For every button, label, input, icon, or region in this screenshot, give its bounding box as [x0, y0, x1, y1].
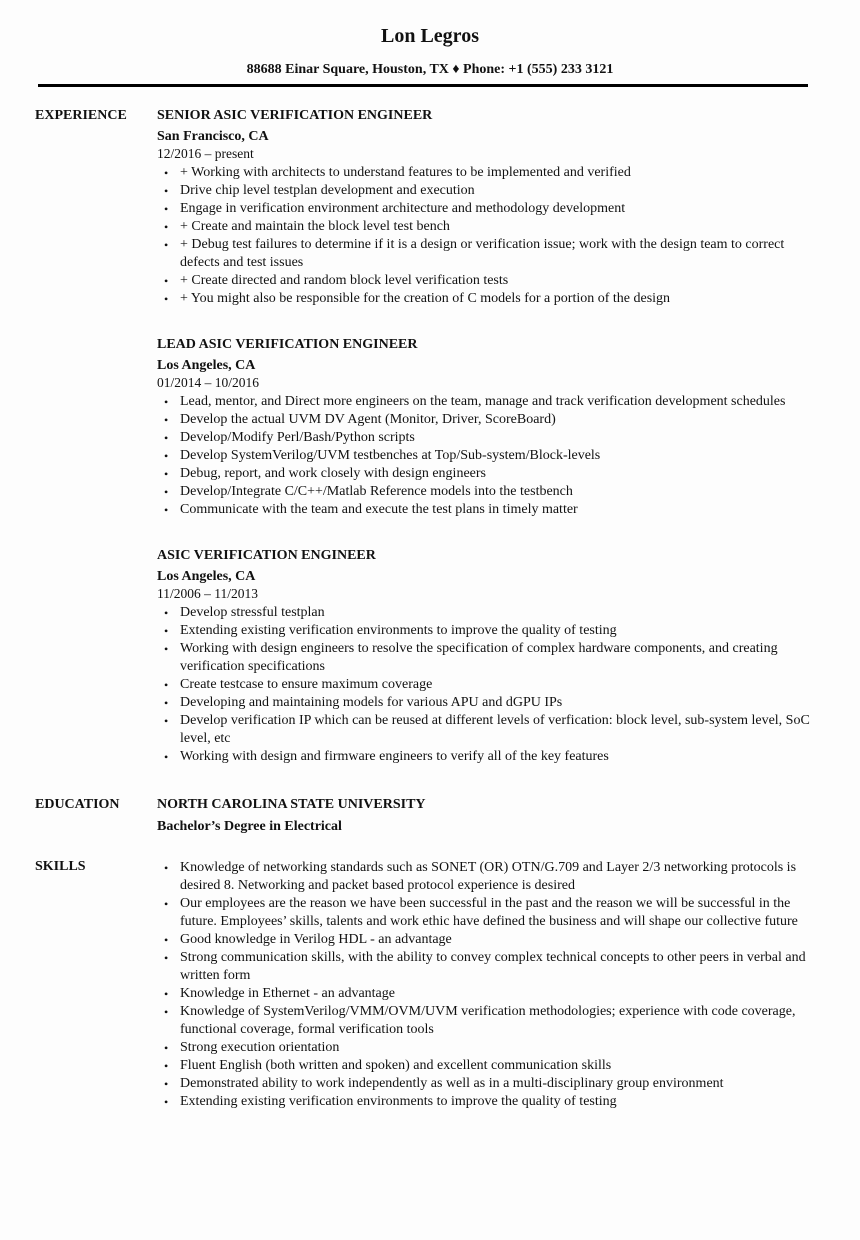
bullet-item	[157, 931, 813, 949]
bullet-item	[157, 949, 813, 985]
bullet-text: Knowledge of SystemVerilog/VMM/OVM/UVM verification methodologies; experience with code coverage, functional coverage, formal verification tools	[180, 1004, 796, 1037]
contact-line: 88688 Einar Square, Houston, TX ♦ Phone: +1 (555) 233 3121	[246, 62, 614, 77]
bullet-text: Create testcase to ensure maximum coverage	[180, 677, 433, 692]
job-location: Los Angeles, CA	[157, 569, 256, 584]
bullet-icon: •	[164, 861, 169, 875]
bullet-icon: •	[164, 431, 169, 445]
bullet-item	[157, 1057, 813, 1075]
job-dates: 12/2016 – present	[157, 146, 254, 161]
bullet-icon: •	[164, 485, 169, 499]
job-location: Los Angeles, CA	[157, 358, 256, 373]
bullet-item	[157, 411, 813, 429]
bullet-item	[157, 1075, 813, 1093]
experience-content	[157, 107, 813, 766]
bullet-text: Working with design engineers to resolve the specification of complex hardware components, and creating verification specifications	[180, 641, 778, 674]
bullet-item	[157, 1093, 813, 1111]
bullet-icon: •	[164, 624, 169, 638]
bullet-icon: •	[164, 449, 169, 463]
job-location: San Francisco, CA	[157, 129, 269, 144]
bullet-item	[157, 604, 813, 622]
job-bullet-list	[157, 393, 813, 519]
bullet-text: Engage in verification environment architecture and methodology development	[180, 201, 626, 216]
bullet-item	[157, 236, 813, 272]
bullet-icon: •	[164, 951, 169, 965]
skills-content	[157, 858, 813, 1111]
experience-label: EXPERIENCE	[35, 108, 127, 123]
bullet-icon: •	[164, 933, 169, 947]
job-entry	[157, 547, 813, 766]
bullet-item	[157, 393, 813, 411]
bullet-item	[157, 859, 813, 895]
bullet-icon: •	[164, 503, 169, 517]
bullet-text: Debug, report, and work closely with design engineers	[180, 466, 486, 481]
job-entry	[157, 336, 813, 519]
bullet-item	[157, 447, 813, 465]
bullet-icon: •	[164, 413, 169, 427]
job-dates: 11/2006 – 11/2013	[157, 586, 258, 601]
bullet-text: Demonstrated ability to work independently as well as in a multi-disciplinary group environment	[180, 1076, 724, 1091]
bullet-text: Extending existing verification environments to improve the quality of testing	[180, 1094, 617, 1109]
bullet-icon: •	[164, 714, 169, 728]
bullet-text: Extending existing verification environments to improve the quality of testing	[180, 623, 617, 638]
bullet-icon: •	[164, 220, 169, 234]
bullet-text: Good knowledge in Verilog HDL - an advantage	[180, 932, 452, 947]
bullet-item	[157, 290, 813, 308]
bullet-text: Develop/Integrate C/C++/Matlab Reference models into the testbench	[180, 484, 573, 499]
bullet-text: Develop SystemVerilog/UVM testbenches at Top/Sub-system/Block-levels	[180, 448, 601, 463]
bullet-icon: •	[164, 1095, 169, 1109]
header-divider	[38, 84, 808, 87]
bullet-text: Develop/Modify Perl/Bash/Python scripts	[180, 430, 415, 445]
bullet-text: Drive chip level testplan development and execution	[180, 183, 475, 198]
education-section	[0, 796, 860, 836]
bullet-icon: •	[164, 166, 169, 180]
bullet-text: Strong execution orientation	[180, 1040, 340, 1055]
bullet-text: Knowledge in Ethernet - an advantage	[180, 986, 395, 1001]
resume-header	[0, 0, 860, 87]
bullet-icon: •	[164, 1059, 169, 1073]
bullet-item	[157, 429, 813, 447]
bullet-icon: •	[164, 678, 169, 692]
job-title: SENIOR ASIC VERIFICATION ENGINEER	[157, 108, 433, 123]
bullet-icon: •	[164, 184, 169, 198]
bullet-text: Develop verification IP which can be reused at different levels of verfication: block level, sub-system level, SoC level, etc	[180, 713, 810, 746]
bullet-text: + Create and maintain the block level test bench	[180, 219, 450, 234]
bullet-icon: •	[164, 238, 169, 252]
bullet-text: Lead, mentor, and Direct more engineers on the team, manage and track verification development schedules	[180, 394, 786, 409]
experience-section	[0, 107, 860, 766]
bullet-icon: •	[164, 696, 169, 710]
bullet-item	[157, 1039, 813, 1057]
job-bullet-list	[157, 164, 813, 308]
bullet-item	[157, 622, 813, 640]
bullet-icon: •	[164, 642, 169, 656]
bullet-text: Develop the actual UVM DV Agent (Monitor, Driver, ScoreBoard)	[180, 412, 556, 427]
school-name: NORTH CAROLINA STATE UNIVERSITY	[157, 797, 426, 812]
bullet-icon: •	[164, 467, 169, 481]
bullet-item	[157, 748, 813, 766]
bullet-icon: •	[164, 750, 169, 764]
bullet-item	[157, 164, 813, 182]
bullet-item	[157, 483, 813, 501]
bullet-item	[157, 218, 813, 236]
degree-name: Bachelor’s Degree in Electrical	[157, 819, 342, 834]
bullet-text: Working with design and firmware engineers to verify all of the key features	[180, 749, 609, 764]
bullet-text: Communicate with the team and execute the test plans in timely matter	[180, 502, 578, 517]
bullet-item	[157, 182, 813, 200]
bullet-text: Developing and maintaining models for various APU and dGPU IPs	[180, 695, 563, 710]
bullet-item	[157, 501, 813, 519]
bullet-icon: •	[164, 202, 169, 216]
job-title: ASIC VERIFICATION ENGINEER	[157, 548, 376, 563]
bullet-text: Fluent English (both written and spoken) and excellent communication skills	[180, 1058, 612, 1073]
bullet-item	[157, 1003, 813, 1039]
bullet-text: + Working with architects to understand features to be implemented and verified	[180, 165, 631, 180]
bullet-text: Strong communication skills, with the ability to convey complex technical concepts to other peers in verbal and written form	[180, 950, 806, 983]
bullet-icon: •	[164, 1041, 169, 1055]
bullet-icon: •	[164, 1005, 169, 1019]
bullet-text: + Create directed and random block level verification tests	[180, 273, 509, 288]
skills-section	[0, 858, 860, 1111]
bullet-icon: •	[164, 897, 169, 911]
bullet-text: + You might also be responsible for the creation of C models for a portion of the design	[180, 291, 671, 306]
job-dates: 01/2014 – 10/2016	[157, 375, 260, 390]
bullet-icon: •	[164, 1077, 169, 1091]
bullet-item	[157, 640, 813, 676]
bullet-icon: •	[164, 395, 169, 409]
job-entry	[157, 107, 813, 308]
bullet-text: Our employees are the reason we have been successful in the past and the reason we will be successful in the future. Employees’ skills, talents and work ethic have defined the business and will shape our collective future	[180, 896, 798, 929]
bullet-item	[157, 694, 813, 712]
candidate-name: Lon Legros	[381, 25, 479, 47]
bullet-icon: •	[164, 274, 169, 288]
bullet-item	[157, 465, 813, 483]
bullet-icon: •	[164, 292, 169, 306]
bullet-item	[157, 200, 813, 218]
bullet-item	[157, 712, 813, 748]
skills-list	[157, 859, 813, 1111]
bullet-item	[157, 272, 813, 290]
skills-label: SKILLS	[35, 859, 86, 874]
bullet-text: Develop stressful testplan	[180, 605, 325, 620]
job-title: LEAD ASIC VERIFICATION ENGINEER	[157, 337, 418, 352]
education-label: EDUCATION	[35, 797, 120, 812]
bullet-item	[157, 985, 813, 1003]
education-content	[157, 796, 813, 836]
bullet-icon: •	[164, 987, 169, 1001]
bullet-text: + Debug test failures to determine if it is a design or verification issue; work with the design team to correct defects and test issues	[180, 237, 785, 270]
bullet-text: Knowledge of networking standards such as SONET (OR) OTN/G.709 and Layer 2/3 networking protocols is desired 8. Networking and packet based protocol experience is desired	[180, 860, 797, 893]
job-bullet-list	[157, 604, 813, 766]
bullet-item	[157, 895, 813, 931]
bullet-item	[157, 676, 813, 694]
bullet-icon: •	[164, 606, 169, 620]
